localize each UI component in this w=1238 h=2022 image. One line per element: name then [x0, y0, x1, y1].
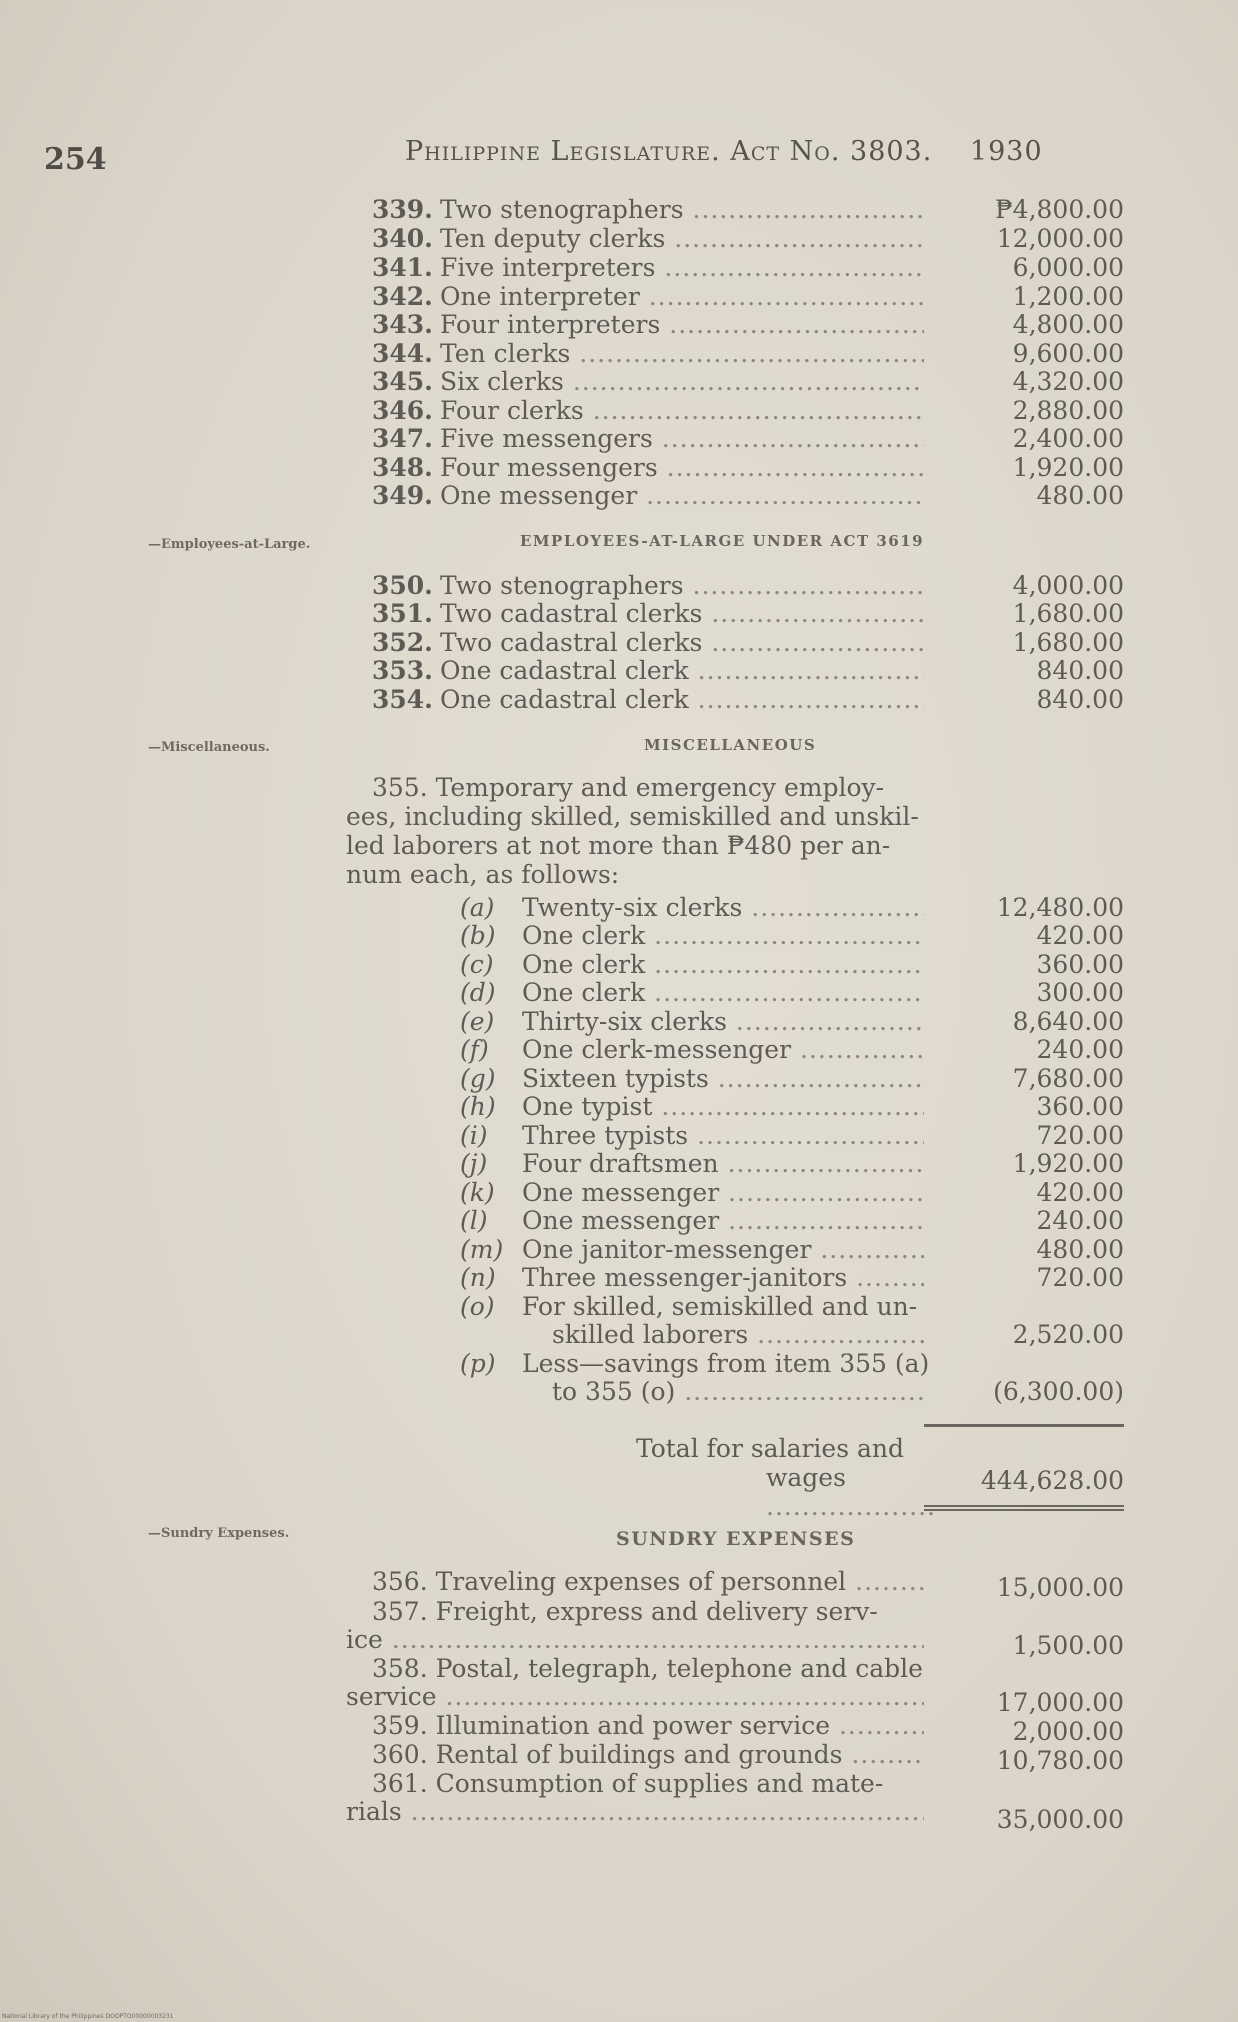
total-double-rule: [924, 1505, 1124, 1516]
list-item: 347. Five messengers ..... 2,400.00: [372, 425, 1124, 453]
list-item: 354. One cadastral clerk ..... 840.00: [372, 686, 1124, 714]
sub-item: (e) Thirty-six clerks ..... 8,640.00: [460, 1008, 1124, 1036]
total-label: Total for salaries and wages ...................: [635, 1434, 936, 1521]
sub-item: (h) One typist ..... 360.00: [460, 1093, 1124, 1121]
margin-note-miscellaneous: —Miscellaneous.: [148, 740, 270, 755]
total-amount: 444,628.00: [980, 1466, 1124, 1495]
section-heading-employees: EMPLOYEES-AT-LARGE UNDER ACT 3619: [520, 532, 925, 550]
section-heading-miscellaneous: MISCELLANEOUS: [644, 736, 817, 754]
sub-item: (i) Three typists ..... 720.00: [460, 1122, 1124, 1150]
sub-item: (n) Three messenger-janitors ..... 720.00: [460, 1264, 1124, 1292]
sub-item: (m) One janitor-messenger ..... 480.00: [460, 1236, 1124, 1264]
list-item: 343. Four interpreters ..... 4,800.00: [372, 311, 1124, 339]
sub-item: (d) One clerk ..... 300.00: [460, 979, 1124, 1007]
margin-note-employees: —Employees-at-Large.: [148, 537, 311, 552]
section-heading-sundry: SUNDRY EXPENSES: [616, 1528, 856, 1550]
list-item: 348. Four messengers ..... 1,920.00: [372, 454, 1124, 482]
running-head-year: 1930: [969, 136, 1043, 167]
sub-item: (l) One messenger ..... 240.00: [460, 1207, 1124, 1235]
sub-item: (g) Sixteen typists ..... 7,680.00: [460, 1065, 1124, 1093]
subtotal-rule: [924, 1424, 1124, 1427]
margin-note-sundry: —Sundry Expenses.: [148, 1526, 290, 1541]
footer-credit: National Library of the Philippines DOOPTO00000003231: [2, 2013, 174, 2020]
page-number: 254: [44, 142, 107, 177]
sub-item: (f) One clerk-messenger ..... 240.00: [460, 1036, 1124, 1064]
running-head: [405, 136, 1043, 167]
running-head-title: Philippine Legislature.: [405, 136, 721, 167]
list-item: 353. One cadastral clerk ..... 840.00: [372, 657, 1124, 685]
sub-item: (b) One clerk ..... 420.00: [460, 922, 1124, 950]
list-item: 349. One messenger ..... 480.00: [372, 482, 1124, 510]
running-head-act: Act No. 3803.: [730, 136, 933, 167]
list-item: 339. Two stenographers ..... ₱4,800.00: [372, 196, 1124, 224]
item-355-paragraph: 355. Temporary and emergency employ- ees, including skilled, semiskilled and unskil- led laborers at not more than ₱480 per an- num each, as follows:: [346, 773, 919, 889]
sub-item: (c) One clerk ..... 360.00: [460, 951, 1124, 979]
sub-item: (j) Four draftsmen ..... 1,920.00: [460, 1150, 1124, 1178]
list-item: 350. Two stenographers ..... 4,000.00: [372, 572, 1124, 600]
list-item: 340. Ten deputy clerks ..... 12,000.00: [372, 225, 1124, 253]
list-item: 352. Two cadastral clerks ..... 1,680.00: [372, 629, 1124, 657]
list-item: 351. Two cadastral clerks ..... 1,680.00: [372, 600, 1124, 628]
list-item: 342. One interpreter ..... 1,200.00: [372, 283, 1124, 311]
document-page: 254 Philippine Legislature. Act No. 3803. 1930 339. Two stenographers ..... ₱4,800.00 340. Ten deputy clerks ..... 12,000.00 341. Five interpreters ..... 6,000.00 342. One interpreter ..... 1,200.00 343. Four interpreters ..... 4,800.00 344. Ten clerks ..... 9,600.00 345. Six clerks ..... 4,320.00 346. Four clerks ..... 2,880.00 347. Five messengers ..... 2,400.00 348. Four messengers ..... 1,920.00 349. One messenger ..... 480.00 —Employees-at-Large. EMPLOYEES-AT-LARGE UNDER ACT 3619 350. Two stenographers ..... 4,000.00 351. Two cadastral clerks ..... 1,680.00 352. Two cadastral clerks ..... 1,680.00 353. One cadastral clerk ..... 840.00 354. One cadastral clerk ..... 840.00 —Miscellaneous. MISCELLANEOUS 355. Temporary and emergency employ- ees, including skilled, semiskilled and unskil- led laborers at not more than ₱480 per an- num each, as follows: (a) Twenty-six clerks ..... 12,480.00 (b) One clerk ..... 420.00 (c) One clerk ..... 360.00 (d) One clerk ..... 300.00 (e) Thirty-six clerks ..... 8,640.00 (f) One clerk-messenger ..... 240.00 (g) Sixteen typists ..... 7,680.00 (h) One typist ..... 360.00 (i) Three typists ..... 720.00 (j) Four draftsmen ..... 1,920.00 (k) One messenger ..... 420.00 (l) One messenger ..... 240.00 (m) One janitor-messenger ..... 480.00 (n) Three messenger-janitors ..... 720.00 (o) For skilled, semiskilled and un- skilled laborers ..... 2,520.00 (p) Less—savings from item 355 (a) to 355 (o) ..... (6,300.00) Total for salaries and wages ................... 444,628.00 —Sundry Expenses. SUNDRY EXPENSES 356. Traveling expenses of personnel ..... 15,000.00 357. Freight, express and delivery serv- ice ..... 1,500.00 358. Postal, telegraph, telephone and cable service ..... 17,000.00 359. Illumination and power service ..... 2,000.00 360. Rental of buildings and grounds ..... 10,780.00 361. Consumption of supplies and mate- rials ..... 35,000.00 National Library of the Philippines DOOPTO00000003231: [0, 0, 1238, 2022]
list-item: 346. Four clerks ..... 2,880.00: [372, 397, 1124, 425]
list-item: 341. Five interpreters ..... 6,000.00: [372, 254, 1124, 282]
list-item: 344. Ten clerks ..... 9,600.00: [372, 340, 1124, 368]
list-item: 345. Six clerks ..... 4,320.00: [372, 368, 1124, 396]
sub-item: (a) Twenty-six clerks ..... 12,480.00: [460, 894, 1124, 922]
sub-item: (k) One messenger ..... 420.00: [460, 1179, 1124, 1207]
